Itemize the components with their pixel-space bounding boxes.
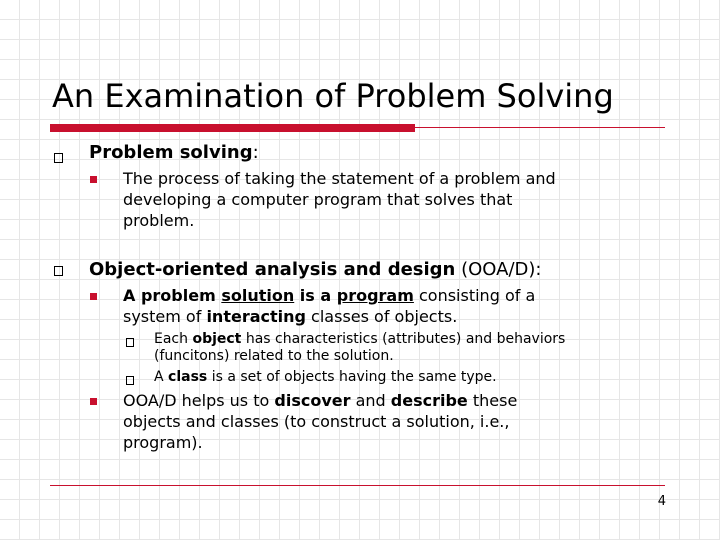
third-level-line: [154, 331, 565, 348]
text-bold-class: class: [168, 369, 208, 385]
text-plain: Each: [154, 331, 193, 347]
hollow-square-bullet-icon: [54, 266, 63, 276]
text-plain: these: [467, 391, 518, 410]
text-plain: has characteristics (attributes) and behaviors: [241, 331, 566, 347]
sub-bullet-line: developing a computer program that solves that: [123, 190, 513, 209]
text-plain: consisting of a: [413, 286, 536, 305]
text-bold-object: object: [192, 331, 242, 347]
term-problem-solving: Problem solving: [89, 142, 253, 163]
title-underline-thick: [50, 124, 415, 132]
text-bold-describe: describe: [390, 391, 468, 410]
text-plain: OOA/D helps us to: [123, 391, 275, 410]
sub-bullet-line: [123, 391, 517, 410]
hollow-square-bullet-icon: [126, 338, 134, 347]
text-plain: classes of objects.: [305, 307, 458, 326]
text-bold-interacting: interacting: [206, 307, 306, 326]
sub-bullet-line: The process of taking the statement of a problem and: [123, 169, 556, 188]
hollow-square-bullet-icon: [54, 153, 63, 163]
sub-bullet-line: program).: [123, 433, 203, 452]
sub-bullet-line: [123, 307, 457, 326]
text-plain: A: [154, 369, 169, 385]
text-plain: is a set of objects having the same type.: [207, 369, 497, 385]
third-level-line: [154, 369, 497, 386]
bullet-ooad: [89, 259, 541, 281]
solid-square-bullet-icon: [90, 176, 97, 183]
hollow-square-bullet-icon: [126, 376, 134, 385]
term-colon: :: [252, 142, 259, 163]
text-bold: is a: [294, 286, 337, 305]
text-plain: system of: [123, 307, 207, 326]
footer-rule: [50, 485, 665, 486]
sub-bullet-line: objects and classes (to construct a solution, i.e.,: [123, 412, 510, 431]
text-underlined-solution: solution: [221, 286, 295, 305]
text-plain: and: [350, 391, 391, 410]
solid-square-bullet-icon: [90, 398, 97, 405]
sub-bullet-line: problem.: [123, 211, 195, 230]
slide-title: An Examination of Problem Solving: [52, 77, 614, 115]
solid-square-bullet-icon: [90, 293, 97, 300]
text-bold: A problem: [123, 286, 222, 305]
bullet-problem-solving: [89, 142, 259, 164]
text-bold-discover: discover: [274, 391, 351, 410]
title-underline-thin: [415, 127, 665, 128]
term-ooad: Object-oriented analysis and design: [89, 259, 456, 280]
page-number: 4: [657, 494, 666, 509]
text-underlined-program: program: [336, 286, 414, 305]
third-level-line: (funcitons) related to the solution.: [154, 348, 394, 364]
sub-bullet-line: [123, 286, 535, 305]
term-ooad-abbrev: (OOA/D):: [455, 259, 542, 280]
